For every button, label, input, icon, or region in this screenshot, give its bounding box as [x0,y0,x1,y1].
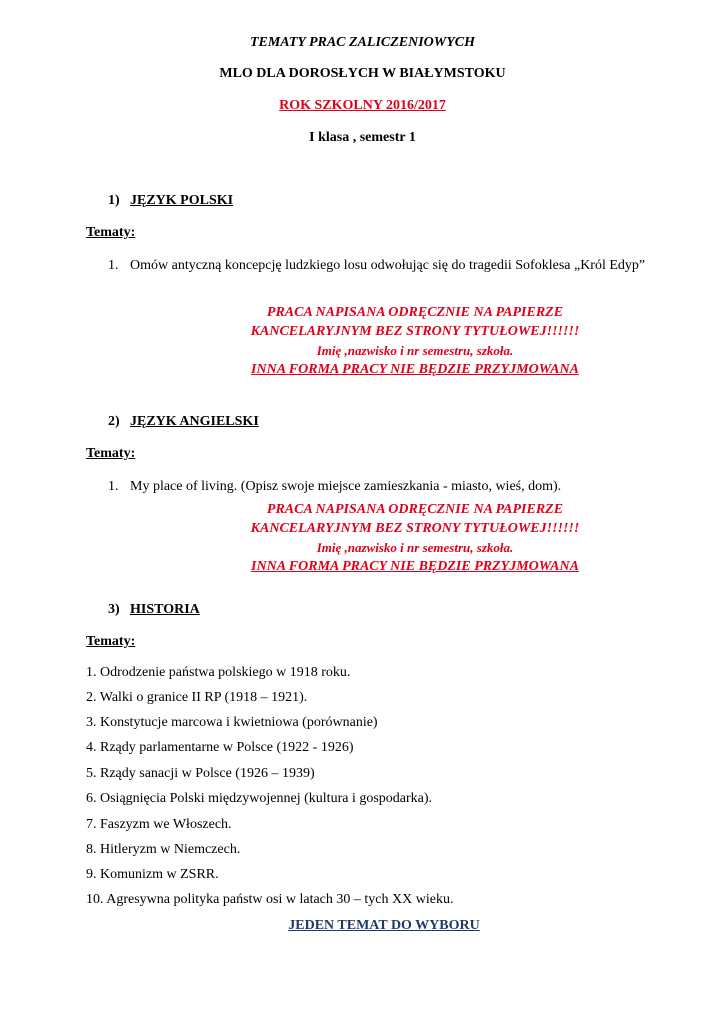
history-topic: 9. Komunizm w ZSRR. [86,867,219,882]
history-topic: 1. Odrodzenie państwa polskiego w 1918 roku. [86,665,351,680]
topic-number: 1. [108,479,119,494]
notice-line: PRACA NAPISANA ODRĘCZNIE NA PAPIERZE [266,502,564,517]
topic-number: 1. [108,258,119,273]
section-heading-english [108,414,259,430]
section-heading-history [108,602,200,618]
history-topic: 8. Hitleryzm w Niemczech. [86,842,241,857]
history-topic: 5. Rządy sanacji w Polsce (1926 – 1939) [86,766,315,781]
topics-label: Tematy: [86,225,136,240]
topic-item [108,255,648,276]
notice-line: Imię ,nazwisko i nr semestru, szkoła. [316,540,514,555]
section-number: 2) [108,414,120,429]
section-name: HISTORIA [130,602,200,617]
history-topic: 3. Konstytucje marcowa i kwietniowa (porównanie) [86,715,378,730]
notice-line: PRACA NAPISANA ODRĘCZNIE NA PAPIERZE [266,305,564,320]
section-name: JĘZYK POLSKI [130,193,234,208]
section-heading-polish [108,193,233,209]
history-topic: 6. Osiągnięcia Polski międzywojennej (kultura i gospodarka). [86,791,433,806]
submission-notice [180,303,650,379]
notice-line: Imię ,nazwisko i nr semestru, szkoła. [316,343,514,358]
topics-label: Tematy: [86,634,136,649]
section-name: JĘZYK ANGIELSKI [130,414,259,429]
class-semester: I klasa , semestr 1 [309,130,416,145]
school-name: MLO DLA DOROSŁYCH W BIAŁYMSTOKU [219,66,506,81]
notice-line: INNA FORMA PRACY NIE BĘDZIE PRZYJMOWANA [251,559,579,574]
section-number: 3) [108,602,120,617]
notice-line: KANCELARYJNYM BEZ STRONY TYTUŁOWEJ!!!!!! [250,324,580,339]
section-number: 1) [108,193,120,208]
school-year: ROK SZKOLNY 2016/2017 [279,98,446,113]
history-topic: 4. Rządy parlamentarne w Polsce (1922 - 1926) [86,740,354,755]
notice-line: KANCELARYJNYM BEZ STRONY TYTUŁOWEJ!!!!!! [250,521,580,536]
topics-label: Tematy: [86,446,136,461]
notice-line: INNA FORMA PRACY NIE BĘDZIE PRZYJMOWANA [251,362,579,377]
topic-item [108,476,648,497]
choose-one-topic-note: JEDEN TEMAT DO WYBORU [288,918,480,933]
topic-text: My place of living. (Opisz swoje miejsce zamieszkania - miasto, wieś, dom). [130,479,562,494]
document-title: TEMATY PRAC ZALICZENIOWYCH [249,35,476,50]
history-topic: 10. Agresywna polityka państw osi w latach 30 – tych XX wieku. [86,892,454,907]
history-topic: 7. Faszyzm we Włoszech. [86,817,232,832]
topic-text: Omów antyczną koncepcję ludzkiego losu odwołując się do tragedii Sofoklesa „Król Edyp” [130,258,646,273]
submission-notice [180,500,650,576]
history-topic: 2. Walki o granice II RP (1918 – 1921). [86,690,308,705]
